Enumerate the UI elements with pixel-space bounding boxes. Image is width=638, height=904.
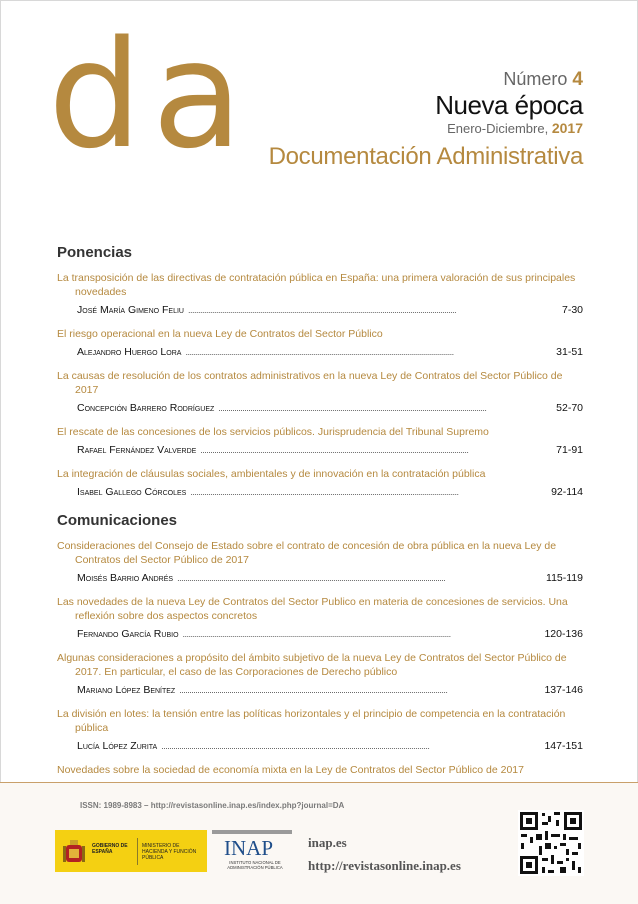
article-author: José María Gimeno Feliu [77,304,184,316]
journal-logo: da [48,9,253,181]
leader-dots [200,443,531,457]
article-title[interactable]: El riesgo operacional en la nueva Ley de Contratos del Sector Público [57,328,383,340]
revistas-site-link[interactable]: http://revistasonline.inap.es [308,858,461,873]
article-title[interactable]: Las novedades de la nueva Ley de Contratos del Sector Publico en materia de concesiones de servicios. Una reflexión sobre dos aspectos concretos [57,596,568,622]
gov-divider [137,838,138,865]
article-pages: 147-151 [544,740,583,752]
article-author: Lucía López Zurita [77,740,158,752]
inap-subtitle: INSTITUTO NACIONAL DE ADMINISTRACIÓN PÚBLICA [227,860,283,870]
toc-entry [57,539,583,585]
article-author: Rafael Fernández Valverde [77,444,197,456]
article-title[interactable]: La transposición de las directivas de contratación pública en España: una primera valoración de sus principales novedades [57,272,576,298]
leader-dots [185,345,531,359]
article-author: Moisés Barrio Andrés [77,572,174,584]
issue-year: 2017 [551,120,583,136]
issue-number: 4 [572,69,583,90]
toc-entry [57,271,583,317]
ministerio-text: MINISTERIO DE HACIENDA Y FUNCIÓN PÚBLICA [142,843,197,861]
author-row [57,401,583,415]
article-pages: 71-91 [556,444,583,456]
table-of-contents [57,243,583,805]
article-pages: 7-30 [561,304,583,316]
issue-period: Enero-Diciembre, [447,121,549,136]
author-row [57,443,583,457]
journal-title: Documentación Administrativa [268,143,583,170]
author-row [57,485,583,499]
toc-entry [57,369,583,415]
leader-dots [188,303,531,317]
inap-site-link[interactable]: inap.es [308,835,347,850]
inap-logo [212,830,292,872]
article-title[interactable]: La causas de resolución de los contratos administrativos en la nueva Ley de Contratos del Sector Público de 2017 [57,370,563,396]
article-author: Fernando García Rubio [77,628,179,640]
toc-entry [57,707,583,753]
section-title-ponencias: Ponencias [57,244,133,261]
article-title[interactable]: Algunas consideraciones a propósito del ámbito subjetivo de la nueva Ley de Contratos del Sector Público de 2017. En particular, el caso de las Corporaciones de Derecho público [57,652,567,678]
inap-wordmark: INAP [224,836,274,860]
author-row [57,303,583,317]
article-pages: 115-119 [546,572,583,584]
issn-line[interactable]: ISSN: 1989-8983 – http://revistasonline.inap.es/index.php?journal=DA [80,801,345,810]
gobierno-text: GOBIERNO DE ESPAÑA [92,843,128,855]
article-pages: 137-146 [544,684,583,696]
issue-number-line [269,68,583,91]
qr-code-icon [518,810,584,876]
leader-dots [161,739,531,753]
article-pages: 120-136 [544,628,583,640]
article-pages: 92-114 [551,486,583,498]
author-row [57,571,583,585]
article-title[interactable]: La integración de cláusulas sociales, ambientales y de innovación en la contratación pública [57,468,486,480]
issue-header [269,68,583,173]
article-title[interactable]: Novedades sobre la sociedad de economía mixta en la Ley de Contratos del Sector Público de 2017 [57,764,524,776]
article-pages: 52-70 [556,402,583,414]
issue-period-line [269,120,583,137]
toc-entry [57,595,583,641]
leader-dots [183,627,531,641]
toc-entry [57,651,583,697]
coat-of-arms-icon [63,840,85,864]
author-row [57,627,583,641]
article-author: Alejandro Huergo Lora [77,346,182,358]
inap-bar [212,830,292,834]
leader-dots [179,683,531,697]
author-row [57,345,583,359]
gobierno-logo [55,830,207,872]
article-title[interactable]: Consideraciones del Consejo de Estado sobre el contrato de concesión de obra pública en la nueva Ley de Contratos del Sector Público de 2017 [57,540,557,566]
toc-entry [57,467,583,499]
article-title[interactable]: El rescate de las concesiones de los servicios públicos. Jurisprudencia del Tribunal Supremo [57,426,489,438]
toc-entry [57,425,583,457]
article-title[interactable]: La división en lotes: la tensión entre las políticas horizontales y el principio de competencia en la contratación pública [57,708,566,734]
article-author: Mariano López Benítez [77,684,176,696]
issue-number-label: Número [503,69,568,89]
article-pages: 31-51 [556,346,583,358]
article-author: Isabel Gallego Córcoles [77,486,187,498]
author-row [57,739,583,753]
leader-dots [218,401,531,415]
author-row [57,683,583,697]
toc-entry [57,327,583,359]
issue-epoch: Nueva época [435,90,583,120]
section-title-comunicaciones: Comunicaciones [57,512,178,529]
article-author: Concepción Barrero Rodríguez [77,402,215,414]
leader-dots [177,571,531,585]
leader-dots [190,485,531,499]
